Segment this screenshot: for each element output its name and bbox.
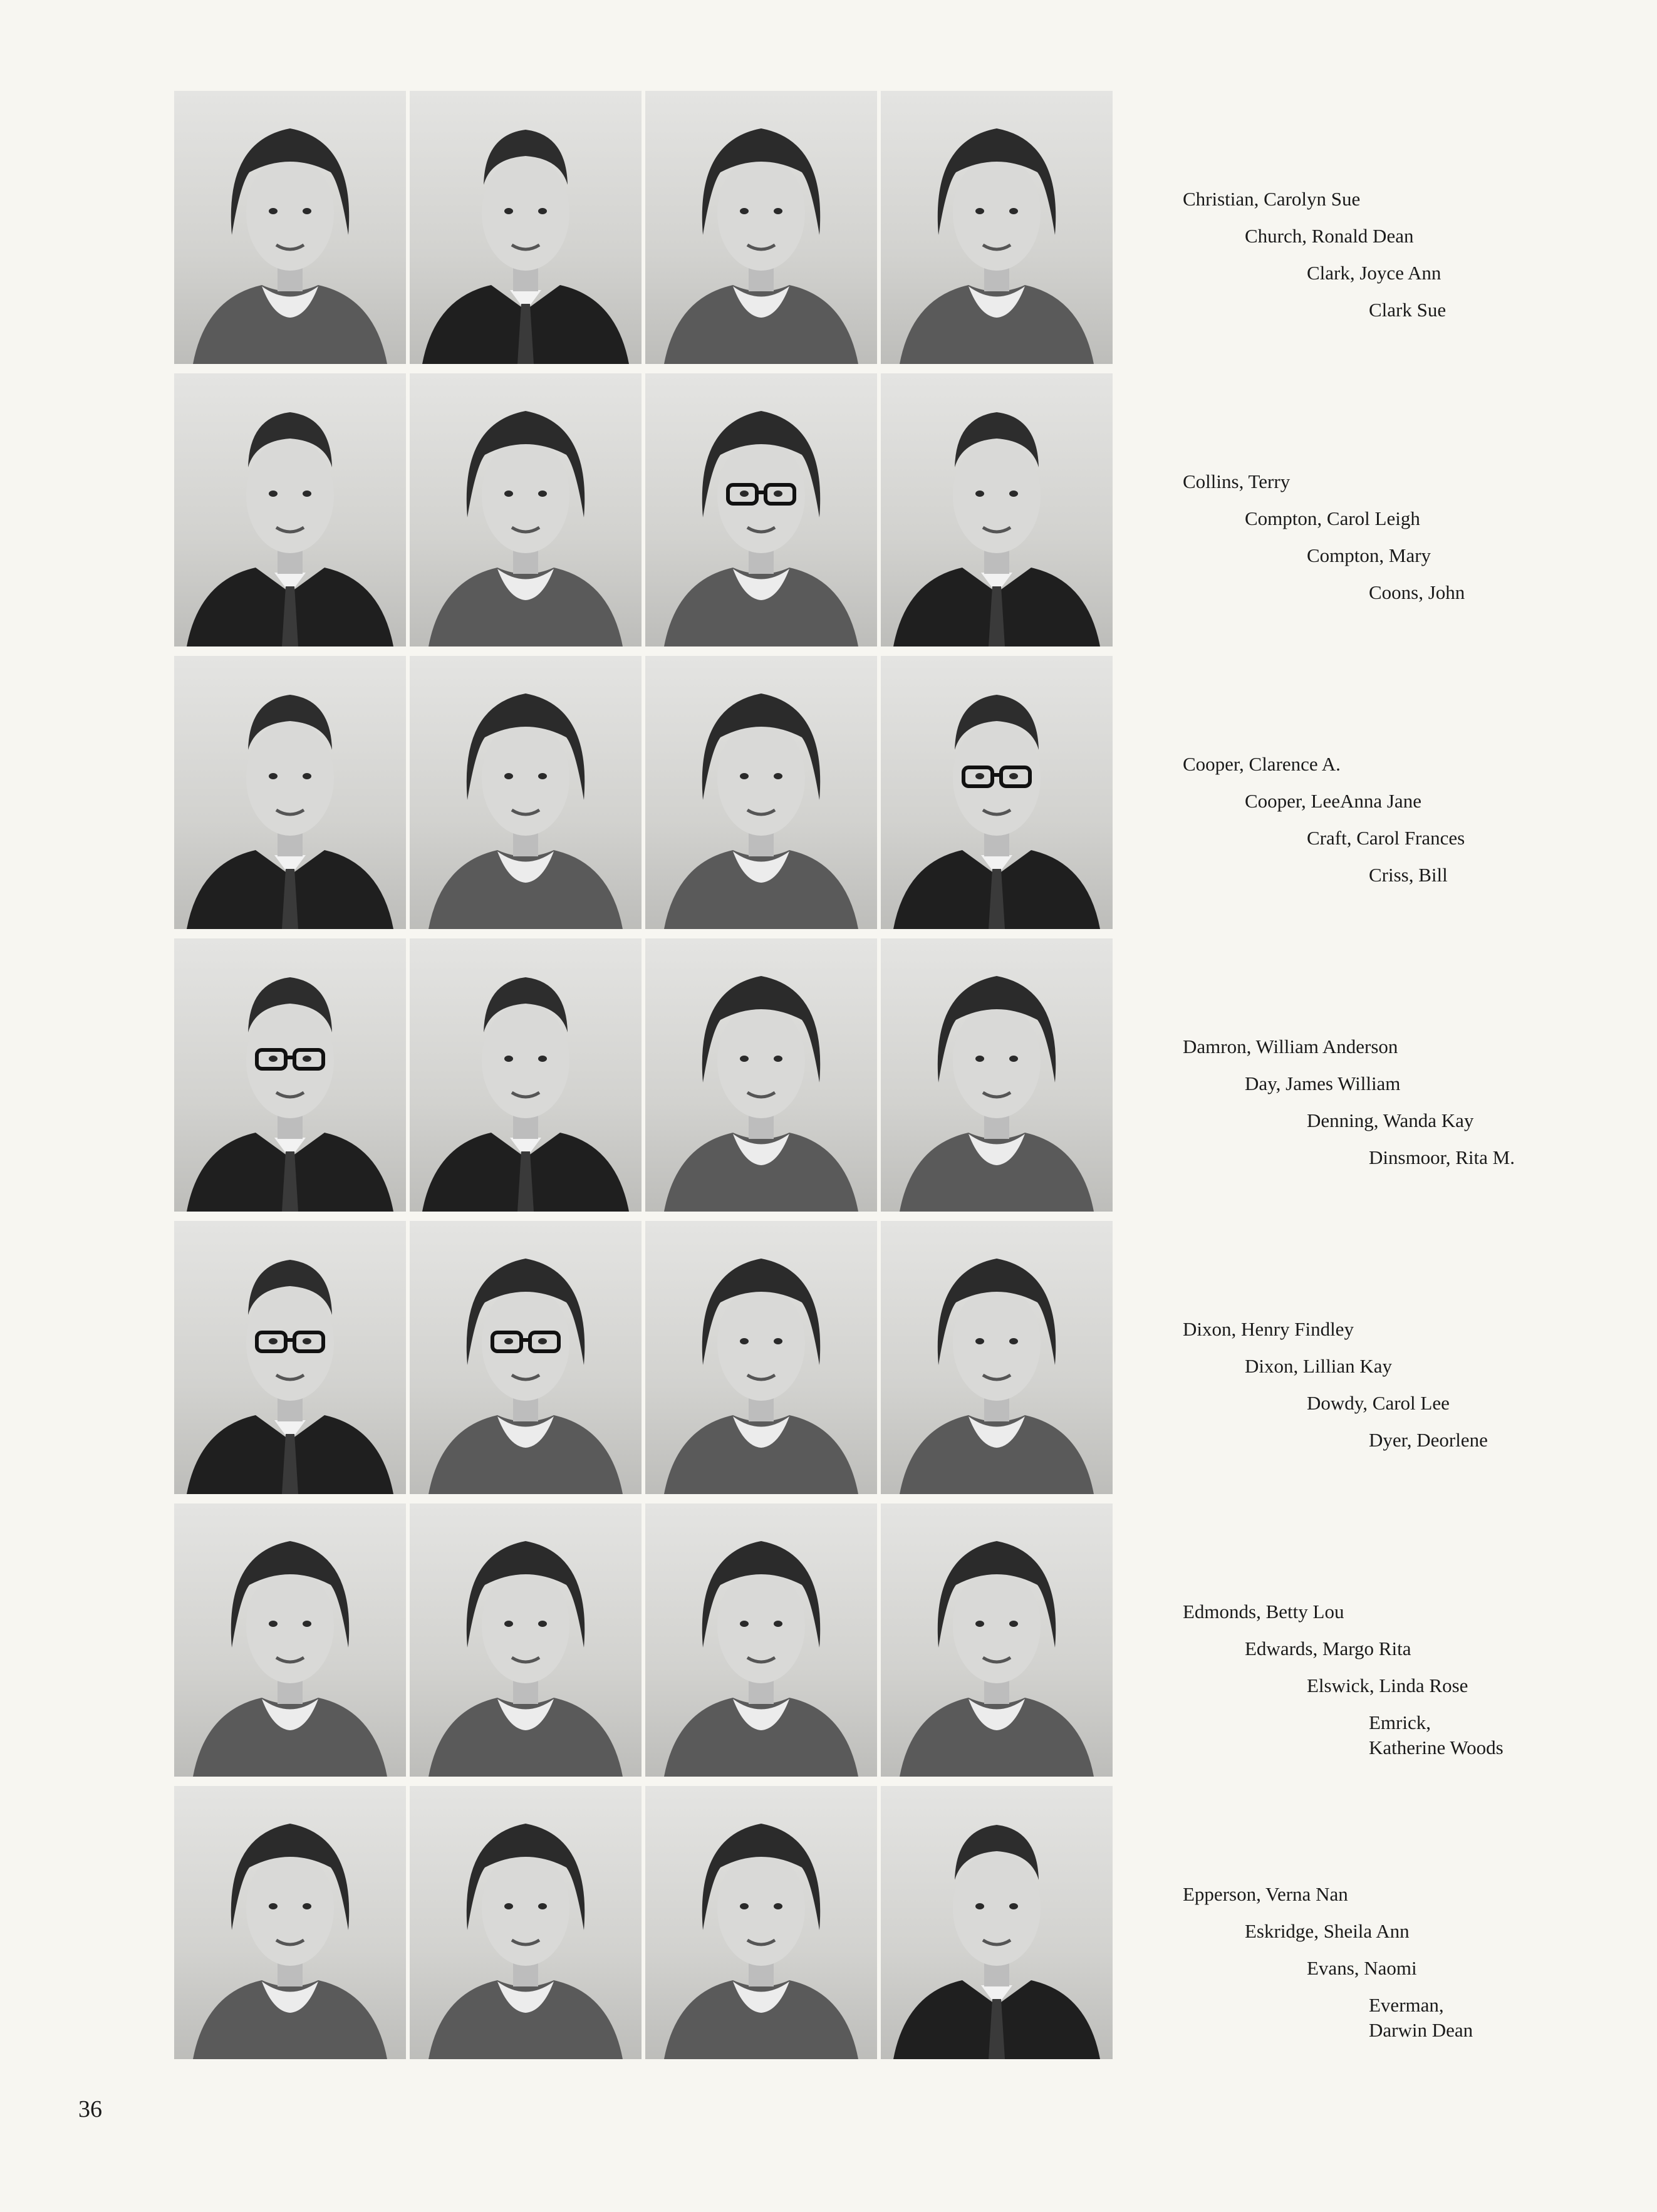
- male-portrait-icon: [410, 91, 642, 364]
- male-portrait-icon: [174, 938, 406, 1212]
- male-portrait-icon: [174, 656, 406, 929]
- student-name-line: Elswick, Linda Rose: [1307, 1675, 1468, 1696]
- student-name-line: Dinsmoor, Rita M.: [1369, 1146, 1515, 1168]
- portrait-photo: [410, 91, 642, 364]
- student-name-line: Christian, Carolyn Sue: [1183, 188, 1361, 210]
- student-name: [1369, 1143, 1515, 1172]
- portrait-photo: [645, 1221, 877, 1494]
- portrait-photo: [174, 1503, 406, 1777]
- student-name-line: Evans, Naomi: [1307, 1957, 1417, 1979]
- female-portrait-icon: [410, 1503, 642, 1777]
- portrait-photo: [410, 1221, 642, 1494]
- portrait-photo: [645, 373, 877, 646]
- portrait-photo: [881, 373, 1113, 646]
- portrait-photo: [645, 1503, 877, 1777]
- female-portrait-icon: [645, 1221, 877, 1494]
- portrait-photo: [174, 373, 406, 646]
- portrait-photo: [174, 938, 406, 1212]
- female-portrait-icon: [410, 373, 642, 646]
- student-name-line: Compton, Carol Leigh: [1245, 507, 1420, 529]
- student-name: [1183, 1880, 1348, 1909]
- student-name-line: Dyer, Deorlene: [1369, 1429, 1488, 1451]
- student-name: [1183, 185, 1360, 214]
- portrait-photo: [410, 938, 642, 1212]
- portrait-photo: [645, 1786, 877, 2059]
- portrait-photo: [174, 1221, 406, 1494]
- student-name: [1307, 541, 1431, 570]
- student-name-line: Eskridge, Sheila Ann: [1245, 1920, 1410, 1942]
- student-name: [1245, 504, 1420, 533]
- student-name-line: Epperson, Verna Nan: [1183, 1883, 1348, 1905]
- portrait-photo: [645, 938, 877, 1212]
- male-portrait-icon: [174, 1221, 406, 1494]
- portrait-photo: [174, 1786, 406, 2059]
- female-portrait-icon: [645, 1503, 877, 1777]
- student-name-line: Damron, William Anderson: [1183, 1036, 1398, 1057]
- student-name-line: Denning, Wanda Kay: [1307, 1109, 1474, 1131]
- student-name-line: Day, James William: [1245, 1072, 1401, 1094]
- student-name-line: Coons, John: [1369, 581, 1465, 603]
- male-portrait-icon: [174, 373, 406, 646]
- female-portrait-icon: [410, 1786, 642, 2059]
- portrait-photo: [881, 656, 1113, 929]
- student-name-line: Emrick,: [1369, 1711, 1431, 1733]
- portrait-photo: [881, 1786, 1113, 2059]
- student-name: [1245, 1069, 1400, 1098]
- student-name: [1307, 1954, 1417, 1983]
- student-name-line: Everman,: [1369, 1994, 1444, 2016]
- portrait-photo: [881, 91, 1113, 364]
- page-number: 36: [78, 2096, 102, 2122]
- student-name-line: Edwards, Margo Rita: [1245, 1638, 1411, 1659]
- female-portrait-icon: [645, 91, 877, 364]
- student-name-line: Edmonds, Betty Lou: [1183, 1601, 1344, 1623]
- female-portrait-icon: [174, 1503, 406, 1777]
- female-portrait-icon: [881, 1221, 1113, 1494]
- student-name: [1369, 296, 1446, 325]
- student-name: [1245, 1352, 1392, 1381]
- portrait-grid: [174, 91, 1121, 2057]
- student-name: [1307, 1671, 1468, 1700]
- student-name: [1245, 1634, 1411, 1663]
- student-name-line: Church, Ronald Dean: [1245, 225, 1414, 247]
- student-name: [1369, 578, 1465, 607]
- student-name: [1245, 222, 1413, 251]
- portrait-photo: [174, 656, 406, 929]
- female-portrait-icon: [881, 91, 1113, 364]
- portrait-photo: [881, 1503, 1113, 1777]
- student-name-line: Dowdy, Carol Lee: [1307, 1392, 1450, 1414]
- portrait-photo: [410, 656, 642, 929]
- student-name: [1369, 861, 1448, 890]
- male-portrait-icon: [410, 938, 642, 1212]
- female-portrait-icon: [645, 1786, 877, 2059]
- female-portrait-icon: [410, 656, 642, 929]
- male-portrait-icon: [881, 373, 1113, 646]
- female-portrait-icon: [645, 656, 877, 929]
- student-name-line: Clark Sue: [1369, 299, 1447, 321]
- female-portrait-icon: [881, 1503, 1113, 1777]
- student-name-line: Cooper, LeeAnna Jane: [1245, 790, 1421, 812]
- student-name-line: Cooper, Clarence A.: [1183, 753, 1341, 775]
- student-name: [1369, 1991, 1473, 2045]
- portrait-photo: [645, 91, 877, 364]
- female-portrait-icon: [645, 938, 877, 1212]
- female-portrait-icon: [174, 91, 406, 364]
- portrait-photo: [881, 938, 1113, 1212]
- student-name-line: Criss, Bill: [1369, 864, 1448, 886]
- portrait-photo: [410, 373, 642, 646]
- female-portrait-icon: [645, 373, 877, 646]
- male-portrait-icon: [881, 1786, 1113, 2059]
- male-portrait-icon: [881, 656, 1113, 929]
- student-name-line: Darwin Dean: [1369, 2019, 1473, 2041]
- student-name-line: Clark, Joyce Ann: [1307, 262, 1441, 284]
- student-name: [1183, 750, 1341, 779]
- portrait-photo: [410, 1786, 642, 2059]
- student-name-line: Collins, Terry: [1183, 470, 1291, 492]
- portrait-photo: [410, 1503, 642, 1777]
- student-name: [1183, 1597, 1344, 1626]
- student-name: [1183, 467, 1290, 496]
- student-name: [1307, 1389, 1450, 1418]
- portrait-photo: [174, 91, 406, 364]
- student-name: [1369, 1426, 1488, 1455]
- student-name-line: Dixon, Lillian Kay: [1245, 1355, 1393, 1377]
- portrait-photo: [881, 1221, 1113, 1494]
- female-portrait-icon: [881, 938, 1113, 1212]
- student-name: [1307, 824, 1465, 853]
- student-name-line: Katherine Woods: [1369, 1737, 1504, 1758]
- student-name: [1369, 1708, 1504, 1762]
- student-name: [1245, 787, 1421, 816]
- student-name-line: Craft, Carol Frances: [1307, 827, 1465, 849]
- student-name: [1307, 259, 1441, 288]
- female-portrait-icon: [410, 1221, 642, 1494]
- student-name: [1183, 1032, 1398, 1061]
- student-name: [1245, 1917, 1410, 1946]
- female-portrait-icon: [174, 1786, 406, 2059]
- student-name: [1307, 1106, 1473, 1135]
- student-name-line: Compton, Mary: [1307, 544, 1431, 566]
- portrait-photo: [645, 656, 877, 929]
- student-name-line: Dixon, Henry Findley: [1183, 1318, 1354, 1340]
- student-name: [1183, 1315, 1354, 1344]
